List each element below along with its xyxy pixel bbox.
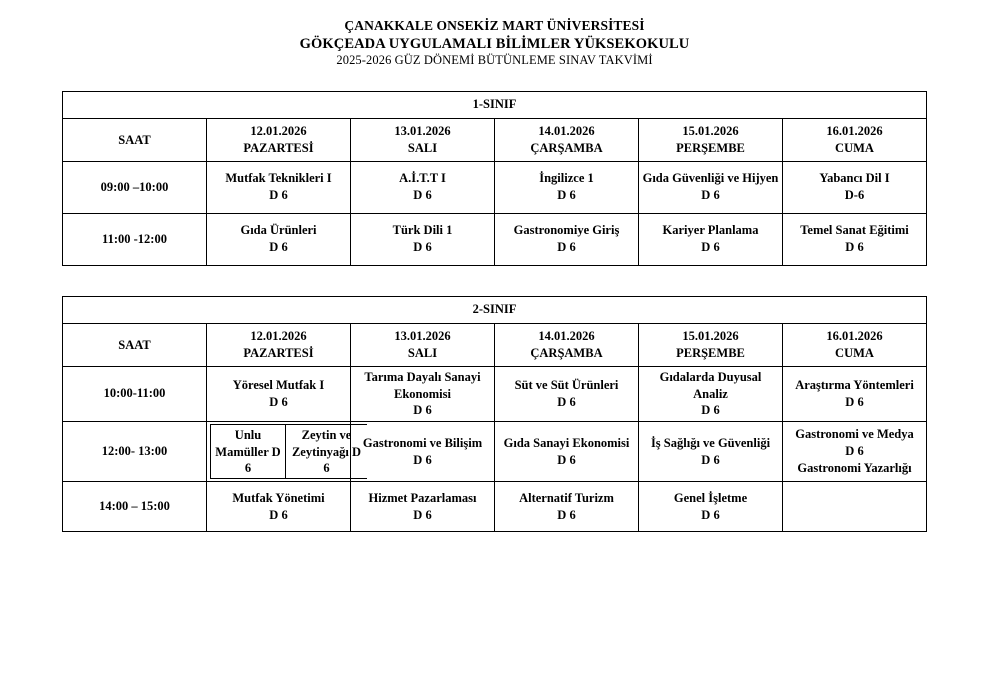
time-slot: 10:00-11:00: [63, 366, 207, 422]
exam-room: D 6: [557, 507, 576, 522]
school-name: GÖKÇEADA UYGULAMALI BİLİMLER YÜKSEKOKULU: [299, 35, 690, 52]
header-date: 15.01.2026: [682, 124, 739, 139]
exam-room: D 6: [701, 188, 720, 203]
exam-cell: [207, 161, 351, 213]
exam-name: Zeytin ve Zeytinyağı: [291, 428, 352, 459]
exam-room: D 6: [244, 444, 281, 475]
exam-name: Gıdalarda Duyusal Analiz: [659, 369, 762, 401]
header-date: 16.01.2026: [826, 329, 883, 344]
exam-cell: [495, 366, 639, 422]
exam-cell: [495, 213, 639, 265]
exam-name: Yöresel Mutfak I: [232, 378, 325, 393]
header-day: ÇARŞAMBA: [530, 140, 603, 155]
exam-cell: [351, 366, 495, 422]
column-header-day-3: [495, 323, 639, 366]
time-slot: 14:00 – 15:00: [63, 482, 207, 532]
exam-room: D 6: [413, 240, 432, 255]
exam-cell: [207, 213, 351, 265]
table-header-row: [63, 323, 927, 366]
exam-cell-empty: [783, 482, 927, 532]
header-day: PAZARTESİ: [243, 345, 314, 360]
exam-name: Yabancı Dil I: [819, 171, 890, 186]
header-day: CUMA: [835, 140, 874, 155]
table-header-row: [63, 118, 927, 161]
schedule-table-year-2: [62, 296, 927, 532]
header-day: SALI: [407, 140, 438, 155]
document-header: [62, 18, 927, 69]
exam-cell: [639, 161, 783, 213]
exam-name: Gıda Güvenliği ve Hijyen: [642, 171, 779, 186]
exam-cell: [783, 213, 927, 265]
table-row: [63, 161, 927, 213]
exam-room: D 6: [701, 240, 720, 255]
header-date: 14.01.2026: [538, 124, 595, 139]
exam-cell: [495, 482, 639, 532]
header-day: CUMA: [835, 345, 874, 360]
exam-cell: [639, 482, 783, 532]
header-date: 15.01.2026: [682, 329, 739, 344]
class-title-2: 2-SINIF: [63, 296, 927, 323]
exam-name: Tarıma Dayalı Sanayi Ekonomisi: [364, 369, 481, 401]
exam-name: Gastronomiye Giriş: [513, 223, 620, 238]
column-header-day-5: [783, 323, 927, 366]
exam-room: D 6: [845, 444, 864, 459]
exam-cell: [351, 482, 495, 532]
header-date: 13.01.2026: [394, 124, 451, 139]
exam-room: D 6: [269, 394, 288, 409]
header-date: 16.01.2026: [826, 124, 883, 139]
exam-name: Süt ve Süt Ürünleri: [514, 378, 619, 393]
exam-room: D-6: [844, 188, 865, 203]
table-spacer: [62, 266, 927, 296]
exam-name: Kariyer Planlama: [662, 223, 759, 238]
table-row: [63, 482, 927, 532]
exam-cell: [207, 366, 351, 422]
exam-cell: [351, 213, 495, 265]
exam-name: İş Sağlığı ve Güvenliği: [650, 435, 771, 450]
exam-room: D 6: [701, 403, 720, 418]
column-header-day-1: [207, 323, 351, 366]
header-day: ÇARŞAMBA: [530, 345, 603, 360]
exam-cell: [639, 422, 783, 482]
header-date: 14.01.2026: [538, 329, 595, 344]
column-header-day-2: [351, 118, 495, 161]
exam-room: D 6: [701, 452, 720, 467]
time-slot: 09:00 –10:00: [63, 161, 207, 213]
column-header-day-3: [495, 118, 639, 161]
exam-cell: [639, 213, 783, 265]
exam-cell: [783, 366, 927, 422]
exam-room: D 6: [323, 444, 362, 475]
exam-cell: [207, 482, 351, 532]
exam-cell: [351, 161, 495, 213]
exam-cell-split: [207, 422, 362, 482]
header-date: 12.01.2026: [250, 124, 307, 139]
exam-name: Alternatif Turizm: [519, 490, 614, 505]
exam-room: D 6: [845, 394, 864, 409]
exam-room: D 6: [413, 403, 432, 418]
exam-room: D 6: [557, 394, 576, 409]
exam-name: İngilizce 1: [539, 171, 594, 186]
table-title-row: [63, 91, 927, 118]
exam-name: Gastronomi ve Medya: [795, 427, 914, 442]
exam-cell: [783, 422, 927, 482]
exam-name: Mutfak Yönetimi: [232, 490, 325, 505]
exam-room: D 6: [701, 507, 720, 522]
time-slot: 12:00- 13:00: [63, 422, 207, 482]
header-date: 13.01.2026: [394, 329, 451, 344]
header-day: SALI: [407, 345, 438, 360]
saat-header-2: SAAT: [63, 323, 207, 366]
exam-cell-left: [211, 425, 286, 479]
column-header-day-5: [783, 118, 927, 161]
table-row: [63, 366, 927, 422]
column-header-day-4: [639, 118, 783, 161]
exam-room: D 6: [845, 240, 864, 255]
exam-name: Gastronomi ve Bilişim: [362, 435, 483, 450]
exam-room: D 6: [557, 452, 576, 467]
header-day: PAZARTESİ: [243, 140, 314, 155]
exam-cell: [639, 366, 783, 422]
time-slot: 11:00 -12:00: [63, 213, 207, 265]
exam-name: Hizmet Pazarlaması: [368, 490, 477, 505]
exam-room: D 6: [413, 452, 432, 467]
exam-room: D 6: [557, 240, 576, 255]
exam-name: Temel Sanat Eğitimi: [800, 223, 909, 238]
header-date: 12.01.2026: [250, 329, 307, 344]
exam-name: A.İ.T.T I: [399, 171, 446, 186]
exam-name: Türk Dili 1: [392, 223, 453, 238]
university-name: ÇANAKKALE ONSEKİZ MART ÜNİVERSİTESİ: [344, 18, 645, 33]
table-row: [63, 422, 927, 482]
exam-cell: [783, 161, 927, 213]
split-exam-table: [210, 424, 367, 479]
column-header-day-1: [207, 118, 351, 161]
column-header-day-2: [351, 323, 495, 366]
exam-name: Gıda Sanayi Ekonomisi: [503, 435, 630, 450]
exam-room: D 6: [269, 507, 288, 522]
exam-name-secondary: Gastronomi Yazarlığı: [797, 461, 912, 476]
schedule-table-year-1: [62, 91, 927, 266]
class-title-1: 1-SINIF: [63, 91, 927, 118]
exam-name: Unlu Mamüller: [215, 428, 269, 459]
table-title-row: [63, 296, 927, 323]
table-row: [63, 213, 927, 265]
header-day: PERŞEMBE: [676, 140, 745, 155]
exam-cell: [351, 422, 495, 482]
exam-name: Araştırma Yöntemleri: [795, 378, 914, 393]
exam-cell: [495, 422, 639, 482]
exam-room: D 6: [413, 507, 432, 522]
header-day: PERŞEMBE: [676, 345, 745, 360]
exam-name: Gıda Ürünleri: [240, 223, 317, 238]
exam-room: D 6: [557, 188, 576, 203]
document-subtitle: 2025-2026 GÜZ DÖNEMİ BÜTÜNLEME SINAV TAKVİMİ: [336, 53, 653, 67]
exam-name: Mutfak Teknikleri I: [225, 171, 332, 186]
exam-room: D 6: [269, 188, 288, 203]
exam-name: Genel İşletme: [673, 490, 748, 505]
exam-room: D 6: [269, 240, 288, 255]
exam-cell: [495, 161, 639, 213]
exam-room: D 6: [413, 188, 432, 203]
column-header-day-4: [639, 323, 783, 366]
saat-header-1: SAAT: [63, 118, 207, 161]
